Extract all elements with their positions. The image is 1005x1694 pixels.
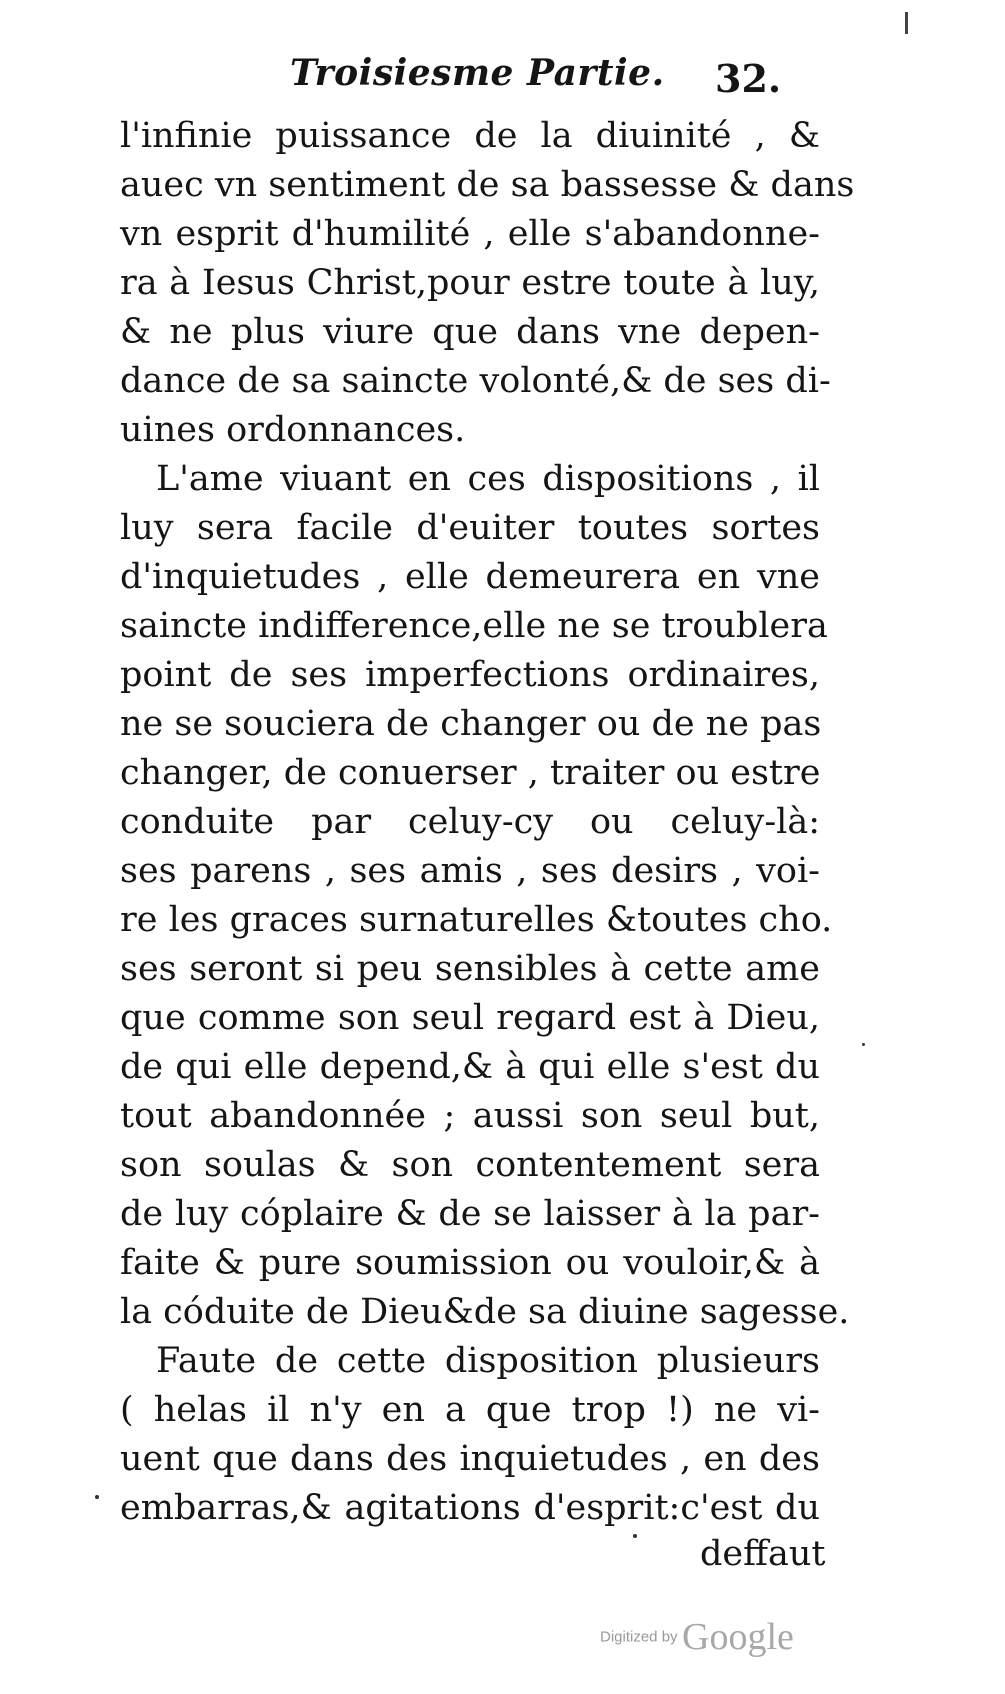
text-line: ( helas il n'y en a que trop !) ne vi- bbox=[120, 1390, 820, 1430]
text-line: de qui elle depend,& à qui elle s'est du bbox=[120, 1047, 820, 1087]
text-line: l'infinie puissance de la diuinité , & bbox=[120, 116, 820, 156]
text-line: son soulas & son contentement sera bbox=[120, 1145, 820, 1185]
text-line: embarras,& agitations d'esprit:c'est du bbox=[120, 1488, 820, 1528]
text-line: ses parens , ses amis , ses desirs , voi- bbox=[120, 851, 820, 891]
running-title: Troisiesme Partie. bbox=[290, 52, 665, 94]
text-line: d'inquietudes , elle demeurera en vne bbox=[120, 557, 820, 597]
paragraph-start-line: Faute de cette disposition plusieurs bbox=[156, 1341, 820, 1381]
page-number: 32. bbox=[715, 56, 782, 101]
body-text bbox=[120, 112, 855, 1533]
ink-speck bbox=[633, 1534, 637, 1538]
ink-speck bbox=[95, 1495, 99, 1499]
google-logo: Google bbox=[682, 1616, 794, 1658]
paragraph-start-line: L'ame viuant en ces dispositions , il bbox=[156, 459, 820, 499]
text-line: conduite par celuy-cy ou celuy-là: bbox=[120, 802, 820, 842]
catchword: deffaut bbox=[700, 1534, 826, 1574]
text-line: ne se souciera de changer ou de ne pas bbox=[120, 704, 822, 744]
text-line: luy sera facile d'euiter toutes sortes bbox=[120, 508, 820, 548]
text-line: de luy cóplaire & de se laisser à la par- bbox=[120, 1194, 820, 1234]
text-line: re les graces surnaturelles &toutes cho. bbox=[120, 900, 833, 940]
text-line: uines ordonnances. bbox=[120, 410, 466, 450]
text-line: point de ses imperfections ordinaires, bbox=[120, 655, 820, 695]
text-line: saincte indifference,elle ne se troublera bbox=[120, 606, 828, 646]
text-line: tout abandonnée ; aussi son seul but, bbox=[120, 1096, 820, 1136]
margin-mark bbox=[905, 12, 908, 34]
text-line: auec vn sentiment de sa bassesse & dans bbox=[120, 165, 855, 205]
digitized-by-label: Digitized by bbox=[600, 1628, 678, 1646]
ink-speck bbox=[862, 1043, 865, 1046]
text-line: ses seront si peu sensibles à cette ame bbox=[120, 949, 820, 989]
text-line: faite & pure soumission ou vouloir,& à bbox=[120, 1243, 820, 1283]
text-line: uent que dans des inquietudes , en des bbox=[120, 1439, 820, 1479]
text-line: vn esprit d'humilité , elle s'abandonne- bbox=[120, 214, 820, 254]
digitized-by-watermark bbox=[600, 1615, 794, 1659]
text-line: dance de sa saincte volonté,& de ses di- bbox=[120, 361, 831, 401]
text-line: ra à Iesus Christ,pour estre toute à luy, bbox=[120, 263, 820, 303]
text-line: la códuite de Dieu&de sa diuine sagesse. bbox=[120, 1292, 850, 1332]
text-line: & ne plus viure que dans vne depen- bbox=[120, 312, 820, 352]
text-line: changer, de conuerser , traiter ou estre bbox=[120, 753, 821, 793]
text-line: que comme son seul regard est à Dieu, bbox=[120, 998, 820, 1038]
